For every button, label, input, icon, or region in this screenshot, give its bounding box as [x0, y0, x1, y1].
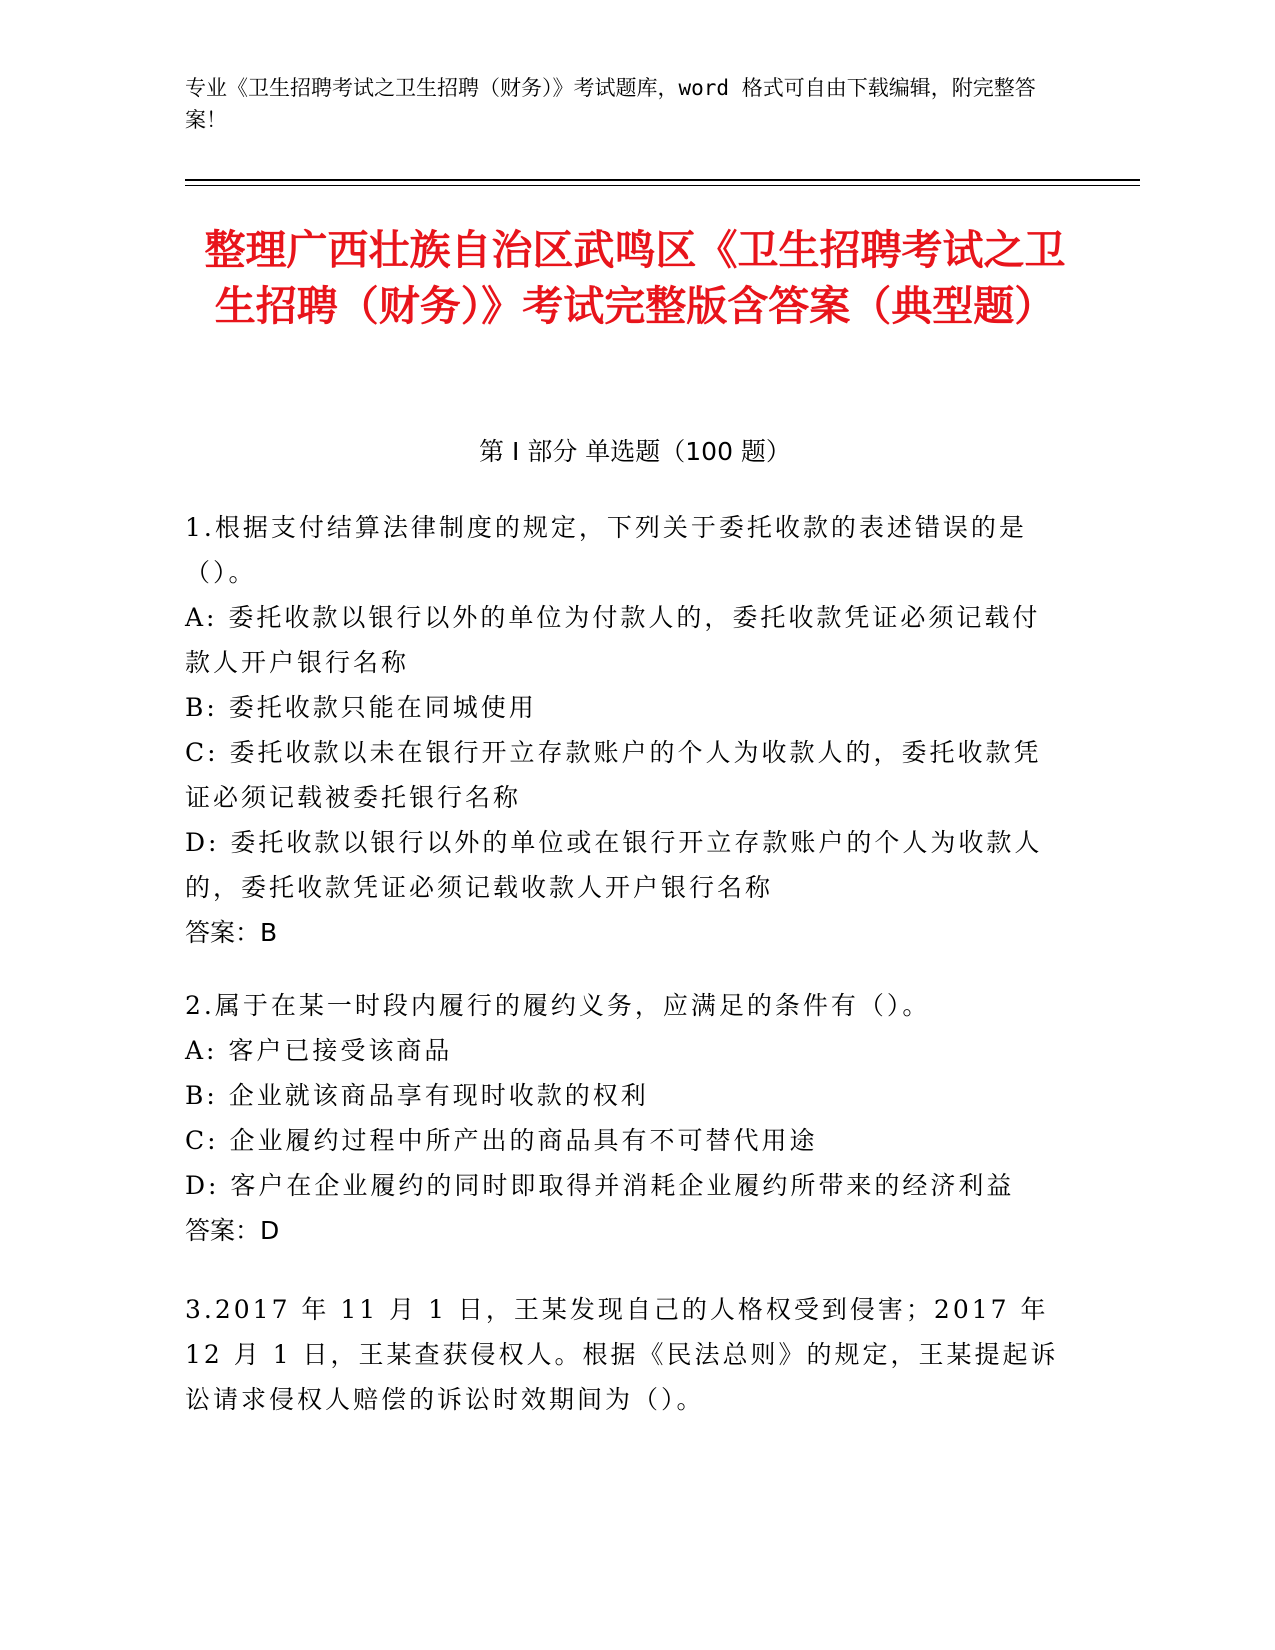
- document-title: 整理广西壮族自治区武鸣区《卫生招聘考试之卫生招聘（财务）》考试完整版含答案（典型题）: [204, 226, 1066, 330]
- question-3: [185, 1287, 1065, 1422]
- option-d: D: 委托收款以银行以外的单位或在银行开立存款账户的个人为收款人的，委托收款凭证必须记载收款人开户银行名称: [185, 828, 1043, 902]
- question-stem: 3.2017 年 11 月 1 日，王某发现自己的人格权受到侵害；2017 年 12 月 1 日，王某查获侵权人。根据《民法总则》的规定，王某提起诉讼请求侵权人赔偿的诉讼时效期间为（）。: [185, 1295, 1059, 1414]
- question-stem: 2.属于在某一时段内履行的履约义务，应满足的条件有（）。: [185, 991, 931, 1020]
- question-1: [185, 505, 1065, 955]
- header-note: 专业《卫生招聘考试之卫生招聘（财务）》考试题库，word 格式可自由下载编辑，附完整答案！: [185, 76, 1036, 132]
- answer: 答案：D: [185, 1216, 280, 1245]
- option-c: C: 企业履约过程中所产出的商品具有不可替代用途: [185, 1126, 818, 1155]
- header-rule-thin: [185, 185, 1140, 186]
- header-rule-thick: [185, 179, 1140, 181]
- option-c: C: 委托收款以未在银行开立存款账户的个人为收款人的，委托收款凭证必须记载被委托银行名称: [185, 738, 1042, 812]
- question-stem: 1.根据支付结算法律制度的规定，下列关于委托收款的表述错误的是（）。: [185, 513, 1027, 587]
- option-b: B: 企业就该商品享有现时收款的权利: [185, 1081, 649, 1110]
- answer: 答案：B: [185, 918, 278, 947]
- option-b: B: 委托收款只能在同城使用: [185, 693, 537, 722]
- question-2: [185, 983, 1065, 1253]
- option-a: A: 客户已接受该商品: [185, 1036, 453, 1065]
- section-heading: 第 I 部分 单选题（100 题）: [479, 437, 791, 466]
- option-a: A: 委托收款以银行以外的单位为付款人的，委托收款凭证必须记载付款人开户银行名称: [185, 603, 1041, 677]
- option-d: D: 客户在企业履约的同时即取得并消耗企业履约所带来的经济利益: [185, 1171, 1015, 1200]
